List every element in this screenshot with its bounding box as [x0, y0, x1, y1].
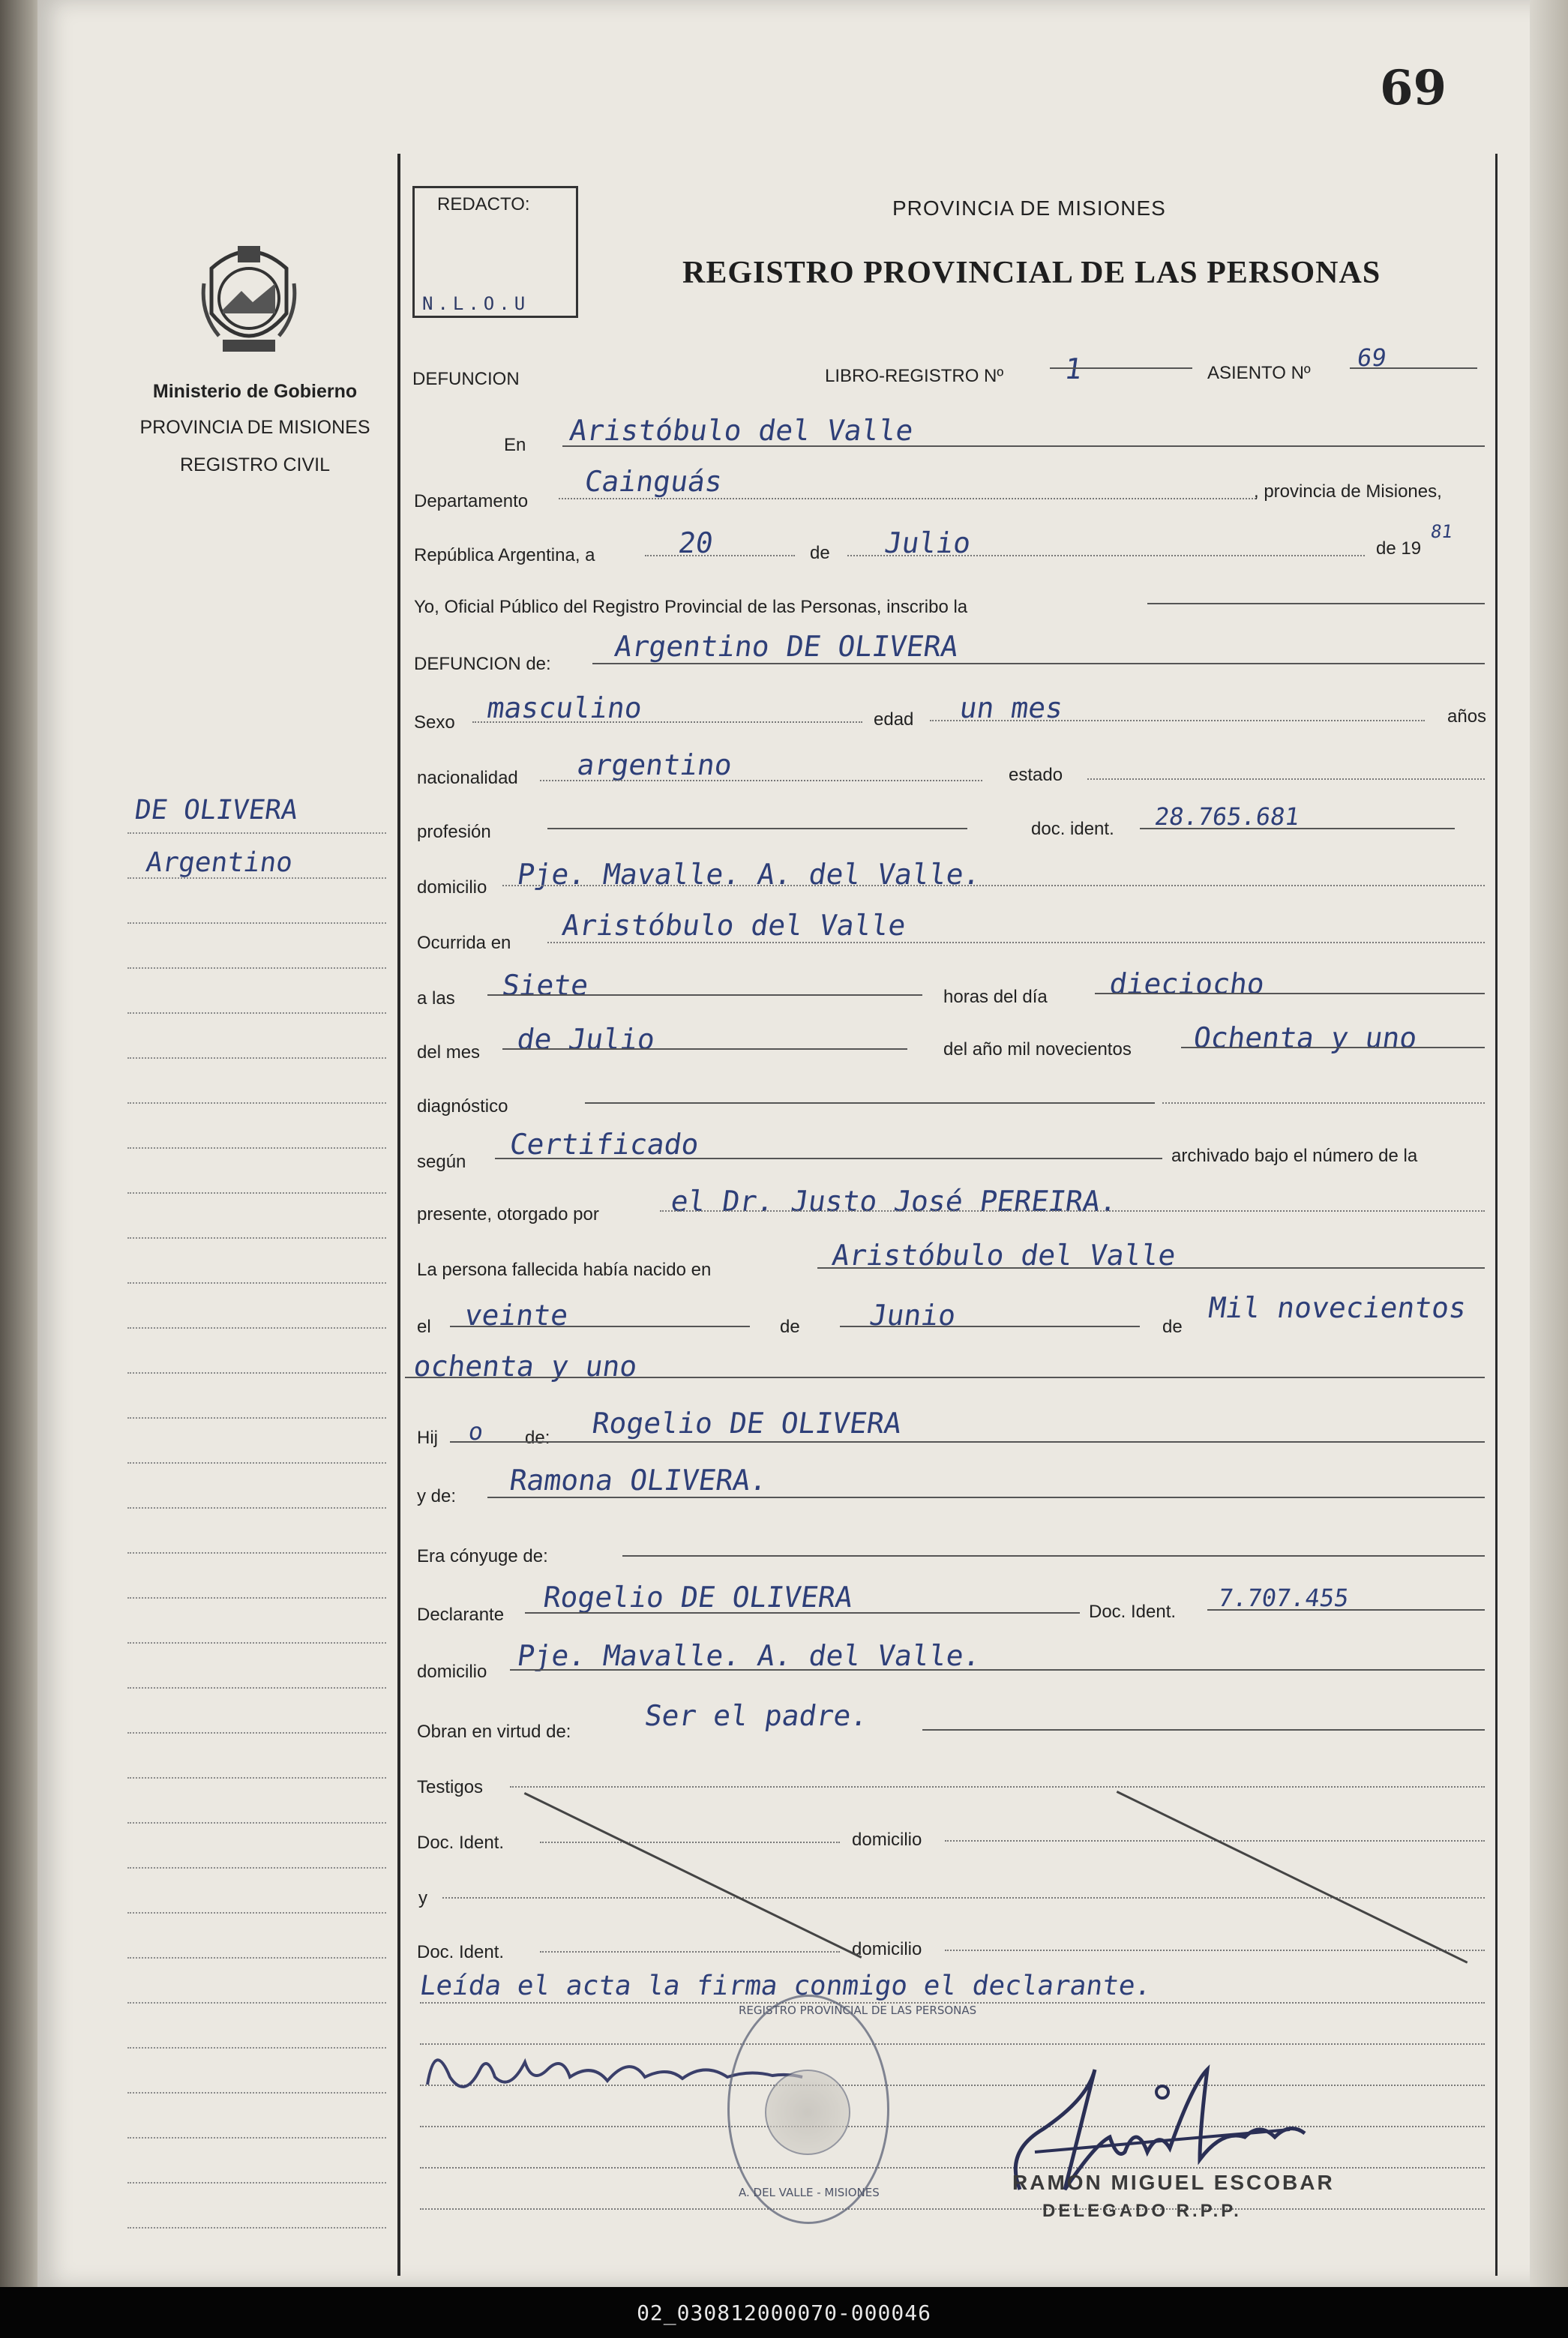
margin-line [127, 2182, 386, 2184]
presente-line [660, 1210, 1485, 1212]
conyuge-line [622, 1555, 1485, 1557]
edad-line [930, 720, 1425, 721]
margin-line [127, 1102, 386, 1104]
leida-value: Leída el acta la firma conmigo el declarante. [418, 1971, 1154, 2001]
day-line [645, 555, 795, 556]
doc-ident-a: Doc. Ident. [417, 1833, 505, 1853]
edad-label: edad [874, 709, 914, 730]
de2-value: Junio [867, 1299, 958, 1332]
domicilio2-value: Pje. Mavalle. A. del Valle. [514, 1639, 983, 1672]
diagnostico-line [585, 1102, 1155, 1104]
estado-line [1087, 778, 1485, 780]
docident-line [1140, 828, 1455, 829]
hij-label: Hij [417, 1428, 438, 1448]
de2-line [840, 1326, 1140, 1327]
profesion-line [547, 828, 967, 829]
presente-label: presente, otorgado por [417, 1204, 599, 1224]
en-value: Aristóbulo del Valle [567, 414, 916, 447]
ocurrida-line [547, 942, 1485, 943]
domicilio-label: domicilio [417, 877, 487, 898]
docident2-line [1207, 1609, 1485, 1611]
doc-ident-b-line [540, 1951, 840, 1953]
redacto-box [412, 186, 578, 318]
segun-label: según [417, 1152, 466, 1172]
obran-value: Ser el padre. [642, 1699, 871, 1732]
defuncion-de-line [592, 663, 1485, 664]
delano-value: Ochenta y uno [1191, 1021, 1420, 1054]
domicilio2-label: domicilio [417, 1662, 487, 1682]
madre-value: Ramona OLIVERA. [507, 1464, 770, 1497]
defuncion-de-label: DEFUNCION de: [414, 654, 551, 674]
presente-value: el Dr. Justo José PEREIRA. [668, 1185, 1120, 1218]
yo-label: Yo, Oficial Público del Registro Provincial de las Personas, inscribo la [414, 597, 968, 617]
nacido-value: Aristóbulo del Valle [829, 1239, 1178, 1272]
delano-line [1181, 1047, 1485, 1048]
asiento-label: ASIENTO Nº [1207, 363, 1311, 383]
horas-label: horas del día [943, 987, 1048, 1007]
margin-line [127, 1012, 386, 1014]
ocurrida-label: Ocurrida en [417, 933, 511, 953]
margin-line [127, 1372, 386, 1374]
margin-line [127, 1642, 386, 1644]
margin-line [127, 2137, 386, 2139]
docident-value: 28.765.681 [1153, 802, 1302, 831]
nacionalidad-line [540, 780, 982, 781]
stamp-text-bottom: A. DEL VALLE - MISIONES [739, 2186, 880, 2199]
nacido-line [817, 1267, 1485, 1269]
estado-label: estado [1009, 765, 1063, 785]
diagnostico-label: diagnóstico [417, 1096, 508, 1117]
en-label: En [504, 435, 526, 455]
diagnostico-dots [1162, 1102, 1485, 1104]
margin-line [127, 1282, 386, 1284]
asiento-value: 69 [1355, 343, 1389, 372]
horas-value: dieciocho [1107, 967, 1267, 1000]
page-number: 69 [1380, 60, 1447, 116]
page-edge [1530, 0, 1568, 2287]
libro-label: LIBRO-REGISTRO Nº [825, 366, 1004, 386]
margin-line [127, 2092, 386, 2094]
declarante-value: Rogelio DE OLIVERA [541, 1581, 855, 1614]
profesion-label: profesión [417, 822, 491, 842]
libro-line [1050, 367, 1192, 369]
delano-label: del año mil novecientos [943, 1039, 1132, 1060]
margin-line [127, 2002, 386, 2004]
departamento-value: Cainguás [582, 465, 725, 498]
sidebar-ministry: Ministerio de Gobierno [152, 381, 358, 402]
edad-value: un mes [957, 691, 1066, 724]
defuncion-title: DEFUNCION [412, 369, 520, 389]
sexo-value: masculino [484, 691, 644, 724]
ochenta-line [405, 1377, 1485, 1378]
el-label: el [417, 1317, 431, 1337]
header-registry: REGISTRO PROVINCIAL DE LAS PERSONAS [682, 256, 1381, 290]
margin-line [127, 1057, 386, 1059]
delmes-line [502, 1048, 907, 1050]
hij-de: de: [525, 1428, 550, 1448]
asiento-line [1350, 367, 1477, 369]
domicilio2-line [510, 1669, 1485, 1671]
redacto-label: REDACTO: [437, 194, 530, 214]
alas-label: a las [417, 988, 455, 1009]
en-line [562, 445, 1485, 447]
delmes-value: de Julio [514, 1023, 658, 1056]
margin-line [127, 1867, 386, 1869]
margin-line [127, 1777, 386, 1779]
doc-ident-a-line [540, 1842, 840, 1843]
sexo-label: Sexo [414, 712, 455, 733]
el-line [450, 1326, 750, 1327]
declarante-label: Declarante [417, 1605, 505, 1625]
margin-line [127, 1957, 386, 1959]
y-line [442, 1897, 1485, 1899]
docident-label: doc. ident. [1031, 819, 1114, 839]
margin-line [127, 1417, 386, 1419]
segun-value: Certificado [507, 1128, 701, 1161]
stamp-emblem-icon [765, 2070, 850, 2155]
horas-line [1095, 993, 1485, 994]
conyuge-label: Era cónyuge de: [417, 1546, 548, 1566]
official-title: DELEGADO R.P.P. [1042, 2201, 1242, 2221]
archivado-label: archivado bajo el número de la [1171, 1146, 1418, 1166]
nacionalidad-value: argentino [574, 748, 734, 781]
margin-line [127, 1732, 386, 1734]
defuncion-de-value: Argentino DE OLIVERA [612, 630, 961, 663]
testigos-label: Testigos [417, 1777, 484, 1797]
ochenta-value: ochenta y uno [411, 1350, 640, 1383]
domicilio-b: domicilio [852, 1939, 922, 1959]
stamp-text-top: REGISTRO PROVINCIAL DE LAS PERSONAS [739, 2004, 977, 2017]
header-province: PROVINCIA DE MISIONES [892, 196, 1166, 220]
domicilio-b-line [945, 1950, 1485, 1951]
madre-line [487, 1497, 1485, 1498]
margin-line [127, 1507, 386, 1509]
testigos-line [510, 1786, 1485, 1788]
margin-line [127, 1552, 386, 1554]
margin-line [127, 1327, 386, 1329]
docident2-value: 7.707.455 [1216, 1584, 1351, 1612]
provincia-label: , provincia de Misiones, [1254, 481, 1442, 502]
anos-label: años [1447, 706, 1487, 727]
hij-o: o [466, 1417, 485, 1446]
republica-label: República Argentina, a [414, 545, 595, 565]
alas-value: Siete [499, 969, 591, 1002]
libro-value: 1 [1062, 352, 1084, 385]
de19-label: de 19 [1376, 538, 1422, 559]
margin-line [127, 1462, 386, 1464]
domicilio-value: Pje. Mavalle. A. del Valle. [514, 858, 983, 891]
obran-line [922, 1729, 1485, 1731]
alas-line [487, 994, 922, 996]
margin-line [127, 2047, 386, 2049]
margin-line [127, 922, 386, 924]
margin-line [127, 967, 386, 969]
footer-id: 02_030812000070-000046 [637, 2301, 931, 2325]
month-line [847, 555, 1365, 556]
sidebar-province: PROVINCIA DE MISIONES [139, 417, 370, 438]
domicilio-line [502, 885, 1485, 886]
el-value: veinte [462, 1299, 571, 1332]
docident2-label: Doc. Ident. [1089, 1602, 1177, 1622]
obran-label: Obran en virtud de: [417, 1722, 571, 1742]
sidebar-given-name: Argentino [144, 847, 295, 878]
margin-line [127, 1147, 386, 1149]
padre-line [450, 1441, 1485, 1443]
de2-label: de [780, 1317, 800, 1337]
sexo-line [472, 721, 862, 723]
margin-line [127, 1912, 386, 1914]
day-value: 20 [676, 526, 715, 559]
de-label: de [810, 543, 830, 563]
yde-label: y de: [417, 1486, 457, 1506]
yo-line [1147, 603, 1485, 604]
padre-value: Rogelio DE OLIVERA [589, 1407, 904, 1440]
ocurrida-value: Aristóbulo del Valle [559, 909, 908, 942]
margin-line [127, 2227, 386, 2229]
declarante-line [525, 1612, 1080, 1614]
margin-line [127, 1822, 386, 1824]
nacionalidad-label: nacionalidad [417, 768, 518, 788]
sidebar-civil: REGISTRO CIVIL [179, 454, 331, 475]
margin-line [127, 1687, 386, 1689]
de3-label: de [1162, 1317, 1183, 1337]
coat-of-arms-icon [196, 238, 301, 362]
de3-value: Mil novecientos [1206, 1291, 1469, 1324]
sidebar-surname: DE OLIVERA [133, 795, 300, 826]
official-name: RAMON MIGUEL ESCOBAR [1012, 2171, 1335, 2194]
departamento-line [559, 498, 1256, 499]
doc-ident-b: Doc. Ident. [417, 1942, 505, 1962]
nacido-label: La persona fallecida había nacido en [417, 1260, 712, 1280]
y-label: y [418, 1888, 427, 1908]
margin-line [127, 1237, 386, 1239]
delmes-label: del mes [417, 1042, 481, 1063]
domicilio-a: domicilio [852, 1830, 922, 1850]
footer-bar [0, 2287, 1568, 2338]
margin-line [127, 1597, 386, 1599]
segun-line [495, 1158, 1162, 1159]
margin-line [127, 1192, 386, 1194]
year-value: 81 [1429, 521, 1454, 542]
departamento-label: Departamento [414, 491, 529, 511]
month-value: Julio [882, 526, 973, 559]
redacto-value: N.L.O.U [422, 293, 530, 314]
margin-line [127, 832, 386, 834]
margin-line [127, 877, 386, 879]
